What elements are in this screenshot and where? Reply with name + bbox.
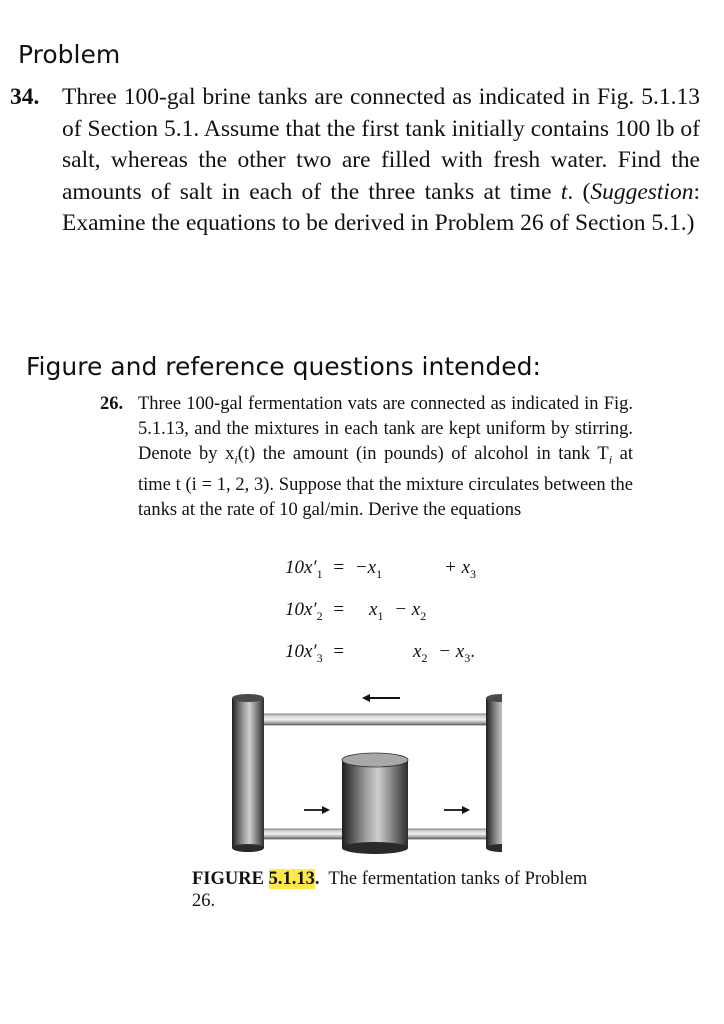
problem-text: Three 100-gal brine tanks are connected as indicated in Fig. 5.1.13 of Section 5.1. Assume that the first tank initially contains 100 lb of salt, whereas the other two are filled with fresh water. Find the amounts of salt in each of the three tanks at time t. (Suggestion: Examine the equations to be derived in Problem 26 of Section 5.1.)	[62, 84, 700, 237]
equation-1-term3: + $x_3$	[444, 557, 477, 581]
problem-number: 34.	[10, 84, 40, 110]
reference-problem	[100, 392, 633, 523]
figure-heading: Figure and reference questions intended:	[26, 352, 541, 381]
equation-3: $10x'_3$ =	[285, 641, 345, 665]
figure-caption: FIGURE 5.1.13. The fermentation tanks of Problem 26.	[192, 869, 588, 911]
caption-label: FIGURE	[192, 869, 264, 889]
problem-heading: Problem	[18, 40, 121, 69]
flow-arrow-right-icon	[444, 806, 470, 814]
equation-3-terms: $x_2 - x_3$.	[413, 641, 475, 665]
caption-figure-number: 5.1.13	[268, 869, 315, 889]
tank-left	[232, 694, 264, 852]
top-pipe	[262, 714, 490, 725]
problem-statement	[10, 82, 700, 240]
tank-right	[486, 694, 502, 852]
caption-text: The fermentation tanks of Problem 26.	[192, 869, 588, 911]
tank-middle	[342, 753, 408, 854]
reference-text: Three 100-gal fermentation vats are connected as indicated in Fig. 5.1.13, and the mixtures in each tank are kept uniform by stirring. Denote by $x_i(t)$ the amount (in pounds) of alcohol in tank $T_i$ at time t (i = 1, 2, 3). Suppose that the mixture circulates between the tanks at the rate of 10 gal/min. Derive the equations	[138, 394, 633, 520]
bottom-pipe-left	[262, 829, 350, 839]
bottom-pipe-right	[398, 829, 488, 839]
reference-number: 26.	[100, 394, 124, 414]
flow-arrow-left-icon	[362, 694, 400, 702]
equation-2-terms: $x_1 - x_2$	[369, 599, 427, 623]
flow-arrow-right-icon	[304, 806, 330, 814]
equation-2: $10x'_2$ =	[285, 599, 345, 623]
equation-1: $10x'_1 = -x_1$	[285, 557, 383, 581]
tanks-figure	[222, 690, 502, 860]
